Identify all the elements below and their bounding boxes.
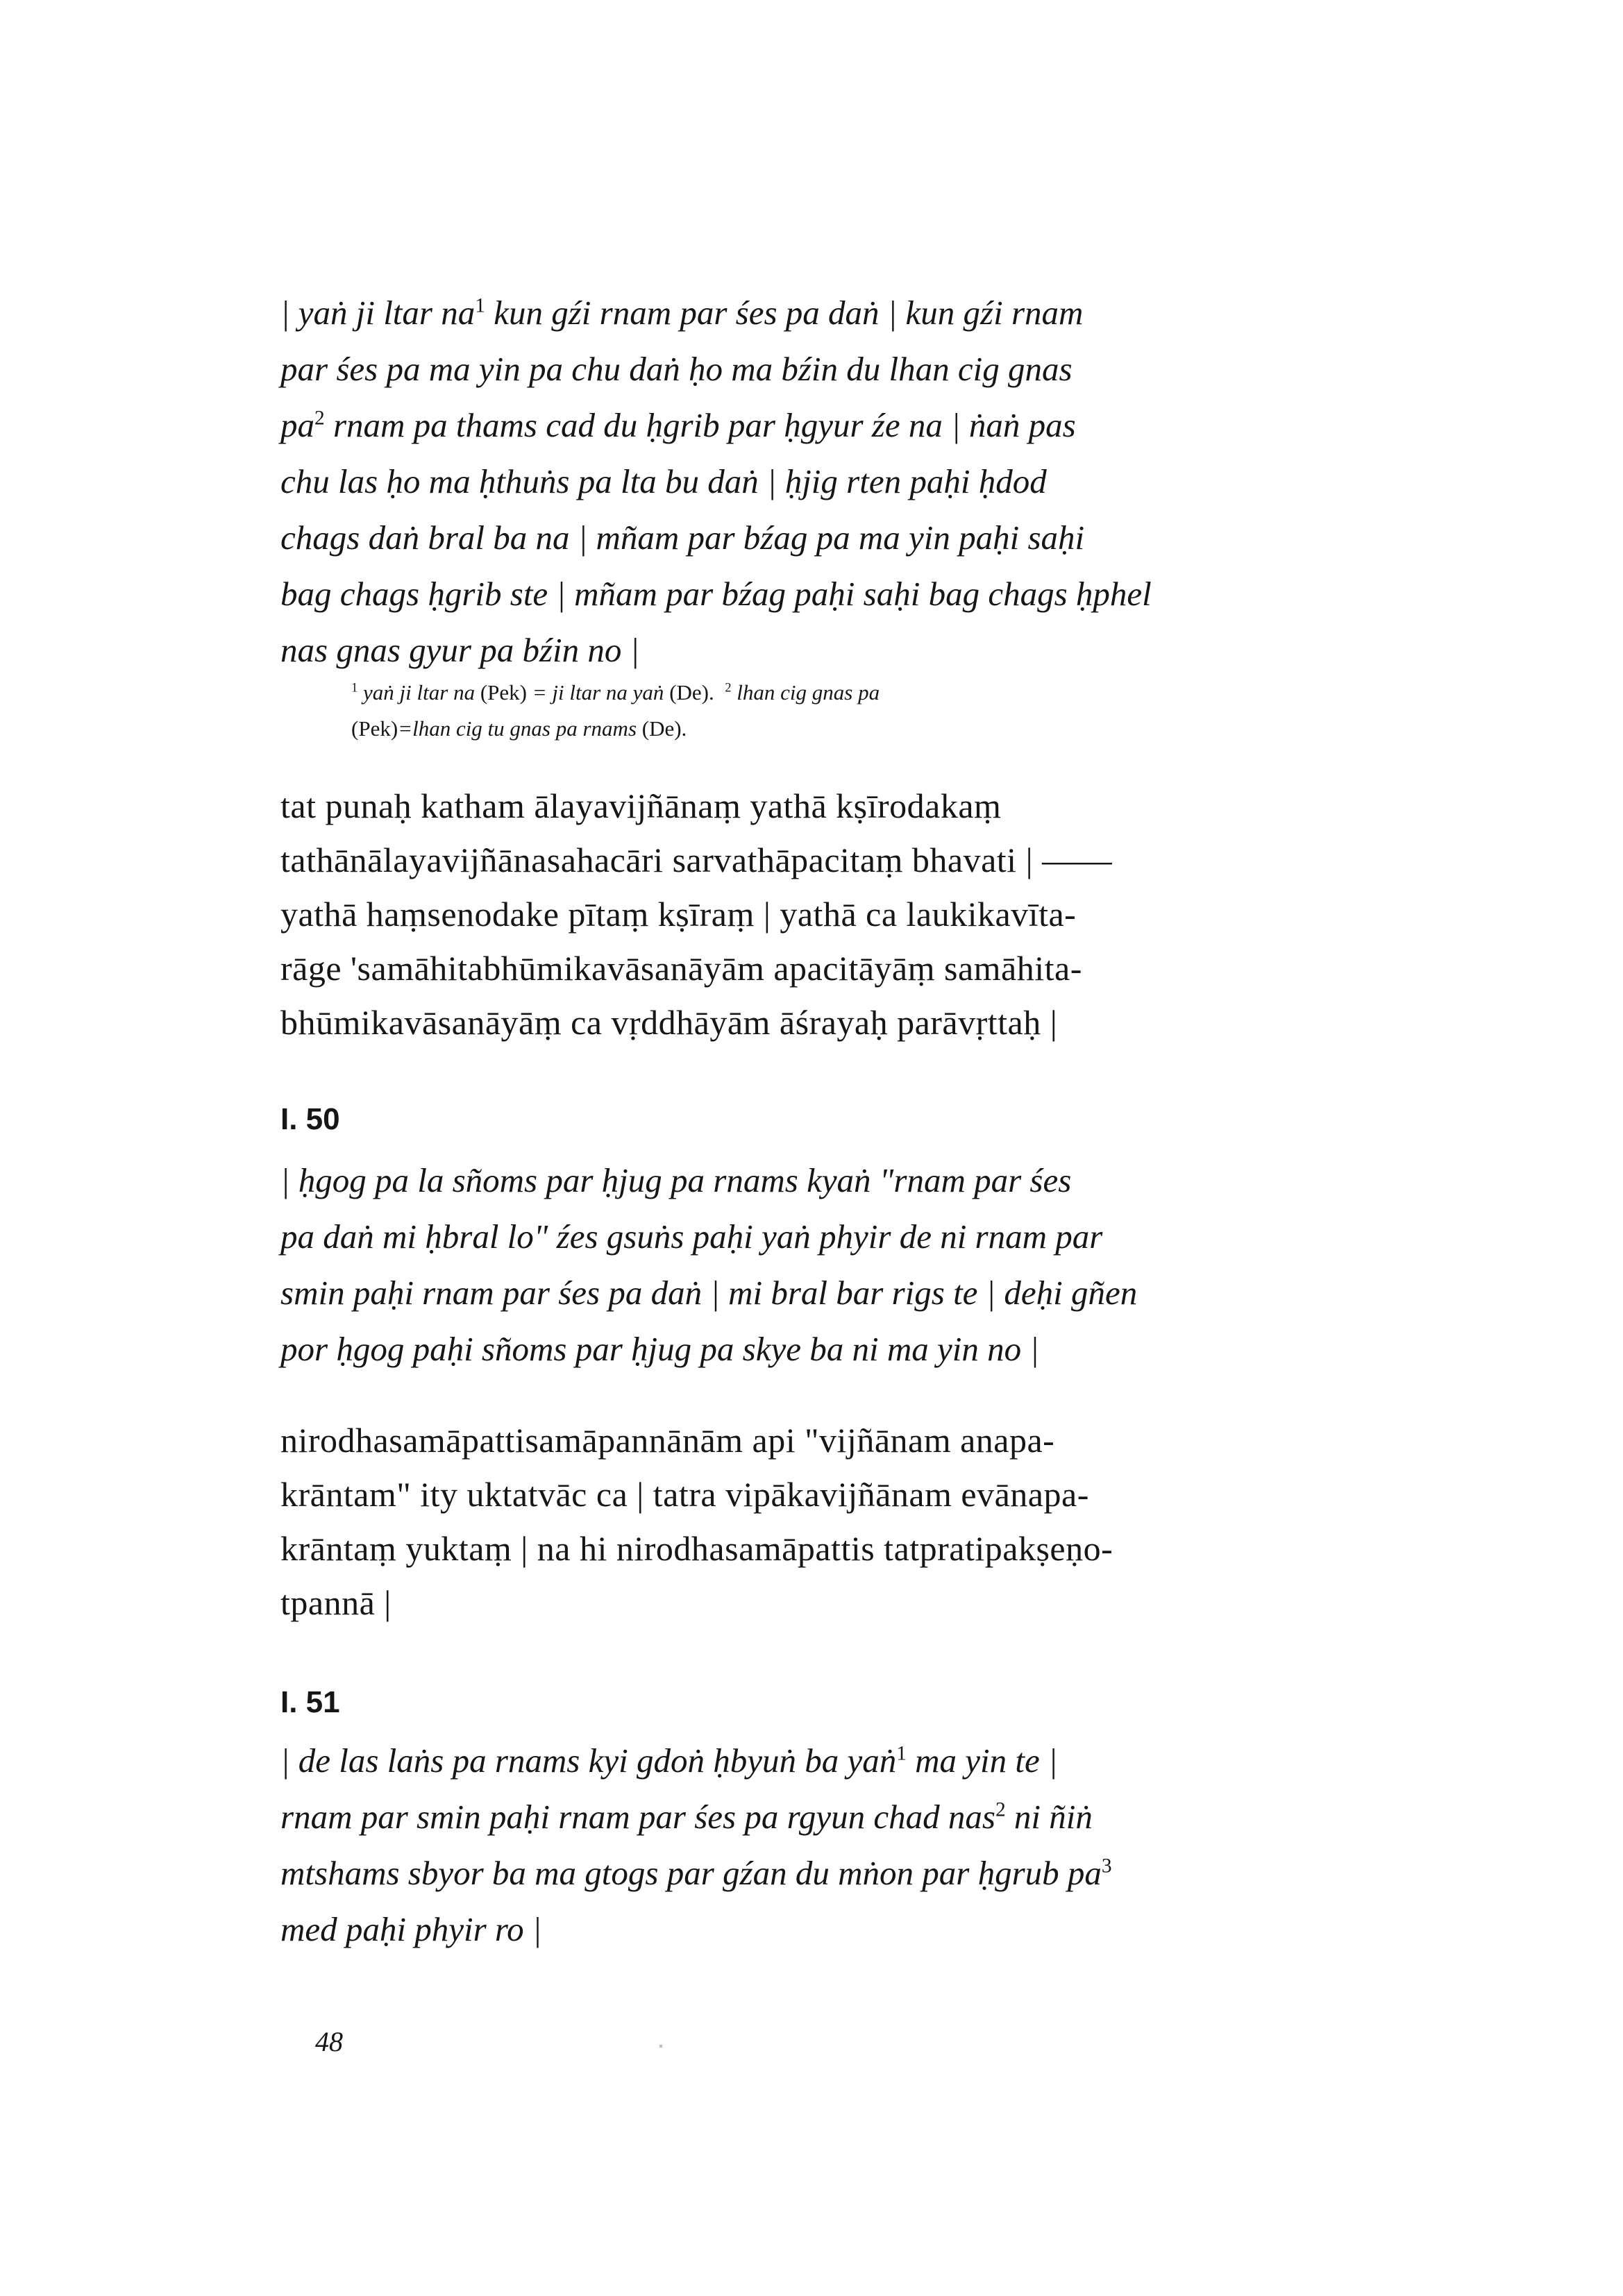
footnotes — [351, 675, 1365, 747]
tibetan-paragraph-3 — [280, 1732, 1363, 1957]
text-line: nas gnas gyur pa bźin no | — [280, 631, 640, 669]
text-line: chu las ḥo ma ḥthuṅs pa lta bu daṅ | ḥjig rten paḥi ḥdod — [280, 462, 1047, 500]
text-line: pa daṅ mi ḥbral lo" źes gsuṅs paḥi yaṅ phyir de ni rnam par — [280, 1217, 1103, 1256]
footnote-mark: 2 — [314, 407, 325, 430]
sanskrit-paragraph-2 — [280, 1413, 1363, 1630]
text-line: mtshams sbyor ba ma gtogs par gźan du mṅon par ḥgrub $pa^3$ — [280, 1854, 1112, 1892]
text-line: bag chags ḥgrib ste | mñam par bźag paḥi saḥi bag chags ḥphel — [280, 575, 1152, 613]
text-line: | de las laṅs pa rnams kyi gdoṅ ḥbyuṅ ba yaṅ$^1$ ma yin te | — [280, 1741, 1058, 1780]
tibetan-paragraph-2 — [280, 1152, 1363, 1377]
speck — [659, 2045, 662, 2048]
text-line: krāntaṃ yuktaṃ | na hi nirodhasamāpattis tatpratipakṣeṇo- — [280, 1529, 1113, 1568]
text-line: rāge 'samāhitabhūmikavāsanāyām apacitāyāṃ samāhita- — [280, 949, 1082, 988]
text-line: tathānālayavijñānasahacāri sarvathāpacitaṃ bhavati | —— — [280, 841, 1113, 879]
text-line: bhūmikavāsanāyāṃ ca vṛddhāyām āśrayaḥ parāvṛttaḥ | — [280, 1003, 1058, 1042]
text-line: por ḥgog paḥi sñoms par ḥjug pa skye ba ni ma yin no | — [280, 1330, 1039, 1368]
text-line: | ḥgog pa la sñoms par ḥjug pa rnams kyaṅ "rnam par śes — [280, 1161, 1072, 1199]
page-number: 48 — [315, 2026, 343, 2057]
text-line: $pa^2$ rnam pa thams cad du ḥgrib par ḥgyur źe na | ṅaṅ pas — [280, 406, 1076, 444]
sanskrit-paragraph-1 — [280, 779, 1363, 1049]
footnote-line: $^1$ yaṅ ji ltar na (Pek) = ji ltar na yaṅ (De). $^2$ lhan cig gnas pa — [351, 680, 880, 704]
text-line: chags daṅ bral ba na | mñam par bźag pa ma yin paḥi saḥi — [280, 518, 1085, 557]
text-line: | yaṅ ji ltar $na^1$ kun gźi rnam par śes pa daṅ | kun gźi rnam — [280, 294, 1084, 332]
text-line: par śes pa ma yin pa chu daṅ ḥo ma bźin du lhan cig gnas — [280, 350, 1073, 388]
footnote-mark: 3 — [1101, 1855, 1112, 1877]
tibetan-paragraph-1 — [280, 285, 1363, 678]
text-line: med paḥi phyir ro | — [280, 1910, 542, 1948]
text-line: tpannā | — [280, 1583, 392, 1622]
text-line: smin paḥi rnam par śes pa daṅ | mi bral bar rigs te | deḥi gñen — [280, 1274, 1138, 1312]
text-line: tat punaḥ katham ālayavijñānaṃ yathā kṣīrodakaṃ — [280, 786, 1002, 825]
footnote-mark: 1 — [475, 294, 485, 317]
text-line: nirodhasamāpattisamāpannānām api "vijñānam anapa- — [280, 1421, 1055, 1460]
section-number: I. 50 — [280, 1102, 340, 1136]
footnote-line: (Pek)=lhan cig tu gnas pa rnams (De). — [351, 716, 687, 741]
text-line: rnam par smin paḥi rnam par śes pa rgyun chad nas$^2$ ni ñiṅ — [280, 1798, 1093, 1836]
section-number: I. 51 — [280, 1685, 340, 1719]
text-line: krāntam" ity uktatvāc ca | tatra vipākavijñānam evānapa- — [280, 1475, 1089, 1514]
footnote-mark: 1 — [896, 1742, 907, 1765]
text-line: yathā haṃsenodake pītaṃ kṣīraṃ | yathā ca laukikavīta- — [280, 895, 1077, 934]
footnote-mark: 2 — [995, 1798, 1006, 1821]
